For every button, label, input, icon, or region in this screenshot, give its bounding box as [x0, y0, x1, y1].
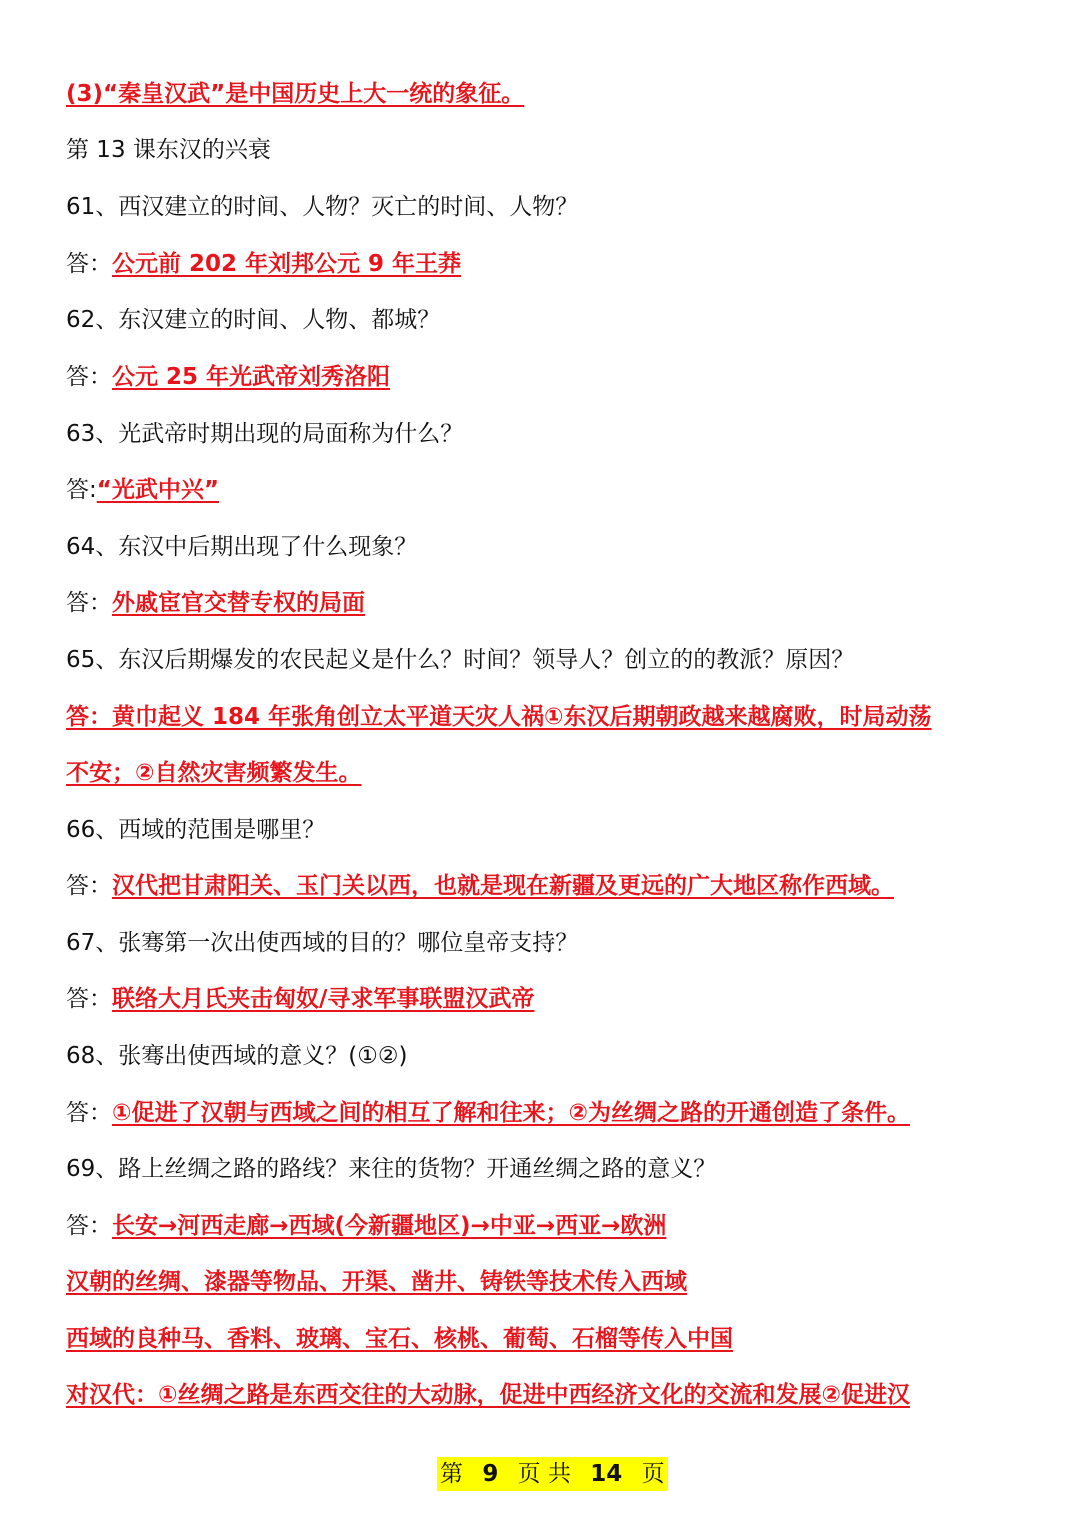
answer-69-route-text: 长安→河西走廊→西域(今新疆地区)→中亚→西亚→欧洲: [112, 1213, 667, 1239]
question-68: 68、张骞出使西域的意义？(①②): [66, 1043, 408, 1069]
answer-prefix: 答：: [66, 590, 112, 616]
answer-61: [66, 248, 461, 280]
answer-69-goods-out: [66, 1266, 687, 1298]
answer-69-goods-in-text: 西域的良种马、香料、玻璃、宝石、核桃、葡萄、石榴等传入中国: [66, 1326, 733, 1352]
answer-68: [66, 1097, 910, 1129]
question-63: 63、光武帝时期出现的局面称为什么？: [66, 421, 464, 447]
question-64: 64、东汉中后期出现了什么现象？: [66, 534, 418, 560]
answer-65-text-2: 不安；②自然灾害频繁发生。: [66, 760, 362, 786]
answer-prefix: 答：: [66, 1100, 112, 1126]
answer-69-significance-text: 对汉代：①丝绸之路是东西交往的大动脉，促进中西经济文化的交流和发展②促进汉: [66, 1382, 910, 1408]
answer-62-text: 公元 25 年光武帝刘秀洛阳: [112, 364, 391, 390]
answer-prefix: 答：: [66, 251, 112, 277]
footer-prefix: 第: [440, 1461, 463, 1487]
answer-64-text: 外戚宦官交替专权的局面: [112, 590, 365, 616]
question-61: 61、西汉建立的时间、人物？灭亡的时间、人物？: [66, 194, 579, 220]
answer-65-line2: [66, 757, 361, 789]
answer-prefix: 答：: [66, 1213, 112, 1239]
answer-62: [66, 361, 390, 393]
answer-67-text: 联络大月氏夹击匈奴/寻求军事联盟汉武帝: [112, 986, 535, 1012]
answer-65-line1: [66, 701, 932, 733]
question-62: 62、东汉建立的时间、人物、都城？: [66, 307, 441, 333]
answer-69-significance: [66, 1379, 910, 1411]
answer-68-text: ①促进了汉朝与西域之间的相互了解和往来；②为丝绸之路的开通创造了条件。: [112, 1100, 910, 1126]
question-66: 66、西域的范围是哪里？: [66, 817, 326, 843]
answer-63: [66, 474, 219, 506]
footer-middle: 页 共: [517, 1461, 571, 1487]
answer-63-text: “光武中兴”: [96, 477, 219, 503]
answer-64: [66, 587, 365, 619]
answer-prefix: 答：: [66, 986, 112, 1012]
footer-suffix: 页: [641, 1461, 665, 1487]
answer-prefix: 答:: [66, 477, 97, 503]
lesson-title: 第 13 课东汉的兴衰: [66, 137, 271, 163]
page-footer: [437, 1457, 668, 1491]
answer-prefix: 答：: [66, 873, 112, 899]
intro-statement-text: (3)“秦皇汉武”是中国历史上大一统的象征。: [66, 81, 525, 107]
answer-prefix: 答：: [66, 364, 112, 390]
answer-61-text: 公元前 202 年刘邦公元 9 年王莽: [112, 251, 462, 277]
question-65: 65、东汉后期爆发的农民起义是什么？时间？领导人？创立的的教派？原因？: [66, 647, 855, 673]
answer-69-goods-out-text: 汉朝的丝绸、漆器等物品、开渠、凿井、铸铁等技术传入西域: [66, 1269, 687, 1295]
answer-66: [66, 870, 894, 902]
question-69: 69、路上丝绸之路的路线？来往的货物？开通丝绸之路的意义？: [66, 1156, 717, 1182]
answer-66-text: 汉代把甘肃阳关、玉门关以西，也就是现在新疆及更远的广大地区称作西域。: [112, 873, 894, 899]
footer-page-number: 9: [482, 1461, 499, 1487]
answer-67: [66, 983, 534, 1015]
answer-65-text-1: 答：黄巾起义 184 年张角创立太平道天灾人祸①东汉后期朝政越来越腐败，时局动荡: [66, 704, 932, 730]
intro-statement: [66, 78, 524, 110]
answer-69-route: [66, 1210, 666, 1242]
footer-total-pages: 14: [590, 1461, 623, 1487]
question-67: 67、张骞第一次出使西域的目的？哪位皇帝支持？: [66, 930, 579, 956]
answer-69-goods-in: [66, 1323, 733, 1355]
